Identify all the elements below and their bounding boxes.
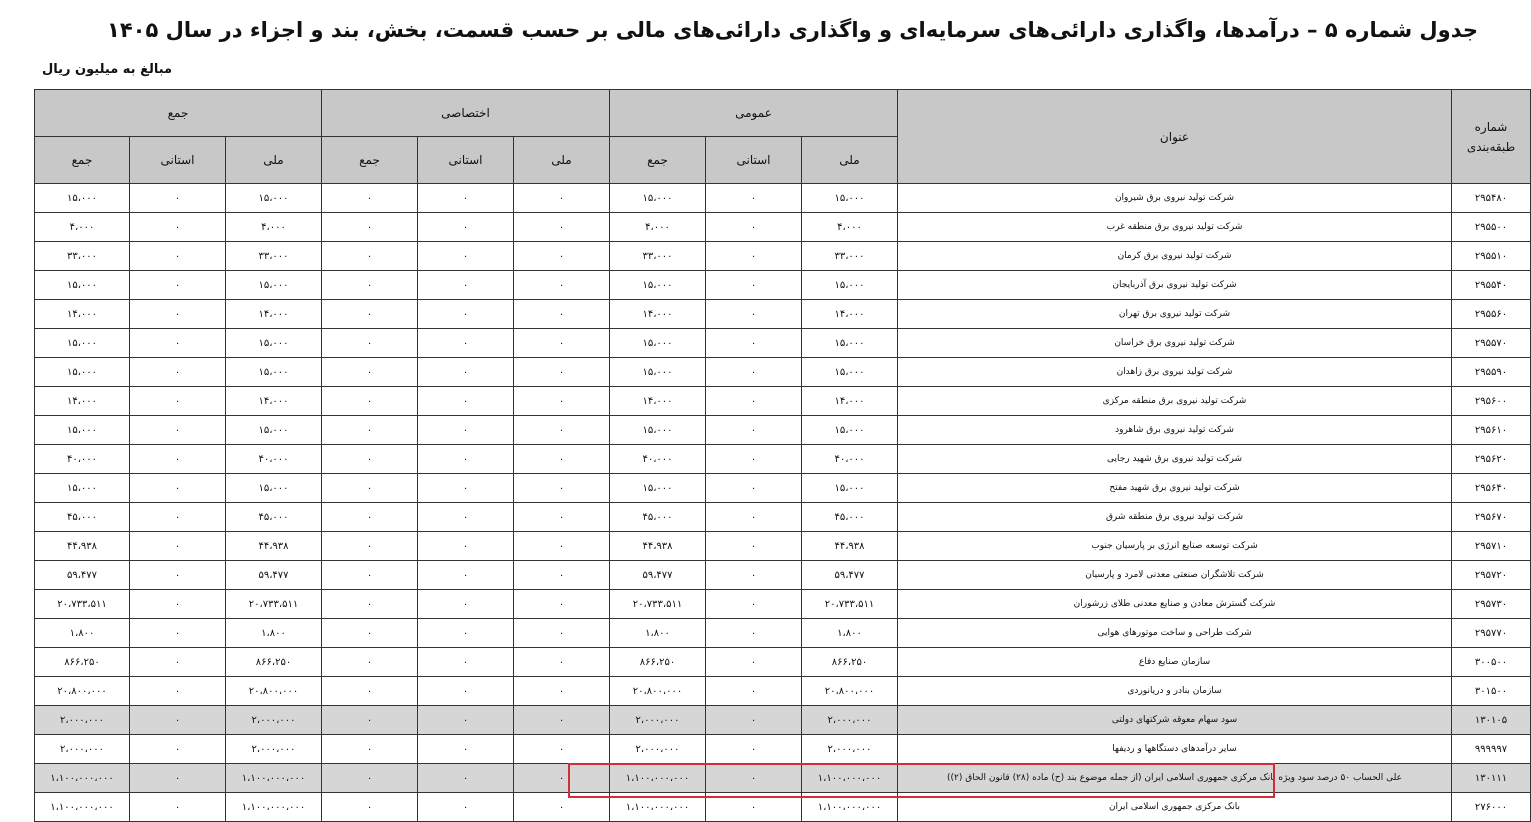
row-code: ۲۹۵۵۷۰ xyxy=(1452,329,1531,358)
cell-special-national: ۰ xyxy=(514,735,610,764)
cell-special-sum: ۰ xyxy=(322,619,418,648)
cell-public-national: ۱۵،۰۰۰ xyxy=(802,474,898,503)
cell-total-sum: ۱۵،۰۰۰ xyxy=(35,416,130,445)
cell-public-provincial: ۰ xyxy=(706,271,802,300)
cell-total-provincial: ۰ xyxy=(130,445,226,474)
cell-total-provincial: ۰ xyxy=(130,474,226,503)
cell-total-sum: ۱۵،۰۰۰ xyxy=(35,184,130,213)
cell-public-national: ۱۵،۰۰۰ xyxy=(802,184,898,213)
cell-public-provincial: ۰ xyxy=(706,706,802,735)
table-row xyxy=(35,648,1531,677)
cell-special-sum: ۰ xyxy=(322,358,418,387)
cell-special-sum: ۰ xyxy=(322,764,418,793)
cell-total-sum: ۴۴،۹۳۸ xyxy=(35,532,130,561)
cell-special-provincial: ۰ xyxy=(418,648,514,677)
cell-total-sum: ۵۹،۴۷۷ xyxy=(35,561,130,590)
cell-special-provincial: ۰ xyxy=(418,706,514,735)
cell-special-sum: ۰ xyxy=(322,184,418,213)
cell-total-national: ۴،۰۰۰ xyxy=(226,213,322,242)
cell-public-sum: ۱،۱۰۰،۰۰۰،۰۰۰ xyxy=(610,793,706,822)
cell-public-provincial: ۰ xyxy=(706,532,802,561)
cell-total-national: ۱۵،۰۰۰ xyxy=(226,358,322,387)
cell-special-provincial: ۰ xyxy=(418,213,514,242)
cell-special-provincial: ۰ xyxy=(418,503,514,532)
header-public-national: ملی xyxy=(802,137,898,184)
cell-total-sum: ۳۳،۰۰۰ xyxy=(35,242,130,271)
row-code: ۲۹۵۶۲۰ xyxy=(1452,445,1531,474)
cell-special-provincial: ۰ xyxy=(418,300,514,329)
cell-total-sum: ۲۰،۷۳۳،۵۱۱ xyxy=(35,590,130,619)
table-row xyxy=(35,793,1531,822)
cell-special-sum: ۰ xyxy=(322,416,418,445)
table-row xyxy=(35,445,1531,474)
cell-public-sum: ۲،۰۰۰،۰۰۰ xyxy=(610,706,706,735)
table-row xyxy=(35,213,1531,242)
cell-public-provincial: ۰ xyxy=(706,503,802,532)
table-row xyxy=(35,184,1531,213)
row-code: ۲۹۵۶۱۰ xyxy=(1452,416,1531,445)
row-title: شرکت گسترش معادن و صنایع معدنی طلای زرشوران xyxy=(898,590,1452,619)
cell-special-national: ۰ xyxy=(514,358,610,387)
cell-total-national: ۴۵،۰۰۰ xyxy=(226,503,322,532)
cell-public-sum: ۱،۱۰۰،۰۰۰،۰۰۰ xyxy=(610,764,706,793)
cell-special-provincial: ۰ xyxy=(418,532,514,561)
cell-public-provincial: ۰ xyxy=(706,793,802,822)
cell-public-national: ۸۶۶،۲۵۰ xyxy=(802,648,898,677)
table-row xyxy=(35,387,1531,416)
cell-total-national: ۱،۱۰۰،۰۰۰،۰۰۰ xyxy=(226,764,322,793)
row-code: ۱۳۰۱۱۱ xyxy=(1452,764,1531,793)
row-title: شرکت تولید نیروی برق آذربایجان xyxy=(898,271,1452,300)
cell-total-national: ۱۵،۰۰۰ xyxy=(226,271,322,300)
header-public-sum: جمع xyxy=(610,137,706,184)
cell-special-national: ۰ xyxy=(514,300,610,329)
cell-public-national: ۱،۱۰۰،۰۰۰،۰۰۰ xyxy=(802,793,898,822)
cell-special-sum: ۰ xyxy=(322,329,418,358)
cell-public-provincial: ۰ xyxy=(706,358,802,387)
cell-special-national: ۰ xyxy=(514,503,610,532)
cell-total-provincial: ۰ xyxy=(130,706,226,735)
cell-public-provincial: ۰ xyxy=(706,474,802,503)
cell-total-provincial: ۰ xyxy=(130,764,226,793)
cell-public-sum: ۲،۰۰۰،۰۰۰ xyxy=(610,735,706,764)
table-row xyxy=(35,329,1531,358)
row-title: شرکت تولید نیروی برق شهید مفتح xyxy=(898,474,1452,503)
cell-special-provincial: ۰ xyxy=(418,793,514,822)
cell-public-provincial: ۰ xyxy=(706,764,802,793)
row-title: شرکت تولید نیروی برق منطقه غرب xyxy=(898,213,1452,242)
cell-special-sum: ۰ xyxy=(322,503,418,532)
cell-special-provincial: ۰ xyxy=(418,561,514,590)
cell-public-national: ۴۰،۰۰۰ xyxy=(802,445,898,474)
cell-special-provincial: ۰ xyxy=(418,329,514,358)
row-title: شرکت تولید نیروی برق منطقه مرکزی xyxy=(898,387,1452,416)
cell-total-national: ۱،۸۰۰ xyxy=(226,619,322,648)
row-title: شرکت تولید نیروی برق زاهدان xyxy=(898,358,1452,387)
header-special-provincial: استانی xyxy=(418,137,514,184)
row-code: ۲۹۵۴۸۰ xyxy=(1452,184,1531,213)
cell-public-provincial: ۰ xyxy=(706,561,802,590)
row-title: شرکت تولید نیروی برق کرمان xyxy=(898,242,1452,271)
cell-special-national: ۰ xyxy=(514,184,610,213)
cell-special-national: ۰ xyxy=(514,793,610,822)
cell-public-national: ۲۰،۷۳۳،۵۱۱ xyxy=(802,590,898,619)
cell-public-provincial: ۰ xyxy=(706,590,802,619)
cell-public-sum: ۱۵،۰۰۰ xyxy=(610,474,706,503)
cell-total-sum: ۲۰،۸۰۰،۰۰۰ xyxy=(35,677,130,706)
cell-total-sum: ۴۰،۰۰۰ xyxy=(35,445,130,474)
cell-public-sum: ۱،۸۰۰ xyxy=(610,619,706,648)
table-row xyxy=(35,242,1531,271)
row-title: شرکت تلاشگران صنعتی معدنی لامرد و پارسیان xyxy=(898,561,1452,590)
header-subject: عنوان xyxy=(898,90,1452,184)
row-code: ۱۳۰۱۰۵ xyxy=(1452,706,1531,735)
header-code: شماره طبقه‌بندی xyxy=(1452,90,1531,184)
row-code: ۲۹۵۵۹۰ xyxy=(1452,358,1531,387)
cell-special-national: ۰ xyxy=(514,561,610,590)
cell-total-sum: ۲،۰۰۰،۰۰۰ xyxy=(35,735,130,764)
row-code: ۲۹۵۵۰۰ xyxy=(1452,213,1531,242)
row-title: شرکت تولید نیروی برق تهران xyxy=(898,300,1452,329)
cell-total-national: ۳۳،۰۰۰ xyxy=(226,242,322,271)
cell-special-national: ۰ xyxy=(514,474,610,503)
cell-total-national: ۵۹،۴۷۷ xyxy=(226,561,322,590)
cell-total-provincial: ۰ xyxy=(130,300,226,329)
cell-public-national: ۵۹،۴۷۷ xyxy=(802,561,898,590)
cell-public-national: ۱۵،۰۰۰ xyxy=(802,271,898,300)
header-special-sum: جمع xyxy=(322,137,418,184)
row-title: شرکت تولید نیروی برق شهید رجایی xyxy=(898,445,1452,474)
cell-public-national: ۱،۸۰۰ xyxy=(802,619,898,648)
cell-special-provincial: ۰ xyxy=(418,590,514,619)
cell-special-sum: ۰ xyxy=(322,474,418,503)
cell-public-national: ۱۵،۰۰۰ xyxy=(802,329,898,358)
cell-public-provincial: ۰ xyxy=(706,213,802,242)
row-code: ۲۹۵۷۳۰ xyxy=(1452,590,1531,619)
row-title: شرکت تولید نیروی برق منطقه شرق xyxy=(898,503,1452,532)
cell-special-sum: ۰ xyxy=(322,387,418,416)
cell-special-sum: ۰ xyxy=(322,300,418,329)
table-row xyxy=(35,735,1531,764)
cell-total-national: ۴۰،۰۰۰ xyxy=(226,445,322,474)
row-code: ۲۹۵۶۷۰ xyxy=(1452,503,1531,532)
cell-total-sum: ۱،۱۰۰،۰۰۰،۰۰۰ xyxy=(35,764,130,793)
row-code: ۲۹۵۵۴۰ xyxy=(1452,271,1531,300)
row-code: ۹۹۹۹۹۷ xyxy=(1452,735,1531,764)
cell-public-sum: ۱۵،۰۰۰ xyxy=(610,184,706,213)
cell-special-sum: ۰ xyxy=(322,793,418,822)
row-title: شرکت طراحی و ساخت موتورهای هوایی xyxy=(898,619,1452,648)
cell-special-provincial: ۰ xyxy=(418,445,514,474)
cell-special-sum: ۰ xyxy=(322,271,418,300)
cell-special-provincial: ۰ xyxy=(418,184,514,213)
unit-note: مبالغ به میلیون ریال xyxy=(42,62,173,77)
cell-special-sum: ۰ xyxy=(322,590,418,619)
cell-total-national: ۲۰،۷۳۳،۵۱۱ xyxy=(226,590,322,619)
cell-total-sum: ۸۶۶،۲۵۰ xyxy=(35,648,130,677)
cell-public-provincial: ۰ xyxy=(706,329,802,358)
cell-total-provincial: ۰ xyxy=(130,271,226,300)
cell-special-sum: ۰ xyxy=(322,677,418,706)
cell-public-provincial: ۰ xyxy=(706,242,802,271)
cell-public-sum: ۱۵،۰۰۰ xyxy=(610,271,706,300)
cell-total-provincial: ۰ xyxy=(130,184,226,213)
cell-special-provincial: ۰ xyxy=(418,387,514,416)
row-code: ۳۰۰۵۰۰ xyxy=(1452,648,1531,677)
cell-public-national: ۲۰،۸۰۰،۰۰۰ xyxy=(802,677,898,706)
cell-public-sum: ۴۴،۹۳۸ xyxy=(610,532,706,561)
cell-total-provincial: ۰ xyxy=(130,532,226,561)
cell-public-national: ۱۴،۰۰۰ xyxy=(802,387,898,416)
cell-special-provincial: ۰ xyxy=(418,271,514,300)
row-title: سازمان صنایع دفاع xyxy=(898,648,1452,677)
cell-total-provincial: ۰ xyxy=(130,619,226,648)
cell-public-national: ۱۵،۰۰۰ xyxy=(802,358,898,387)
header-group-public: عمومی xyxy=(610,90,898,137)
cell-total-national: ۱۴،۰۰۰ xyxy=(226,387,322,416)
header-public-provincial: استانی xyxy=(706,137,802,184)
cell-public-provincial: ۰ xyxy=(706,619,802,648)
cell-special-national: ۰ xyxy=(514,648,610,677)
cell-public-provincial: ۰ xyxy=(706,300,802,329)
cell-special-national: ۰ xyxy=(514,532,610,561)
cell-total-provincial: ۰ xyxy=(130,387,226,416)
header-special-national: ملی xyxy=(514,137,610,184)
cell-special-national: ۰ xyxy=(514,242,610,271)
cell-special-national: ۰ xyxy=(514,271,610,300)
table-row xyxy=(35,590,1531,619)
cell-public-provincial: ۰ xyxy=(706,677,802,706)
table-row xyxy=(35,764,1531,793)
cell-special-national: ۰ xyxy=(514,213,610,242)
cell-special-national: ۰ xyxy=(514,445,610,474)
row-title: سایر درآمدهای دستگاهها و ردیفها xyxy=(898,735,1452,764)
cell-public-sum: ۱۵،۰۰۰ xyxy=(610,329,706,358)
table-row xyxy=(35,358,1531,387)
cell-public-sum: ۴۰،۰۰۰ xyxy=(610,445,706,474)
cell-total-provincial: ۰ xyxy=(130,503,226,532)
cell-total-national: ۱۴،۰۰۰ xyxy=(226,300,322,329)
cell-total-sum: ۱،۱۰۰،۰۰۰،۰۰۰ xyxy=(35,793,130,822)
cell-total-national: ۲،۰۰۰،۰۰۰ xyxy=(226,706,322,735)
row-title: سود سهام معوقه شرکتهای دولتی xyxy=(898,706,1452,735)
data-table-container xyxy=(35,89,1531,822)
table-row xyxy=(35,561,1531,590)
row-code: ۲۹۵۷۱۰ xyxy=(1452,532,1531,561)
data-table xyxy=(34,89,1531,822)
cell-special-national: ۰ xyxy=(514,619,610,648)
cell-total-national: ۱۵،۰۰۰ xyxy=(226,416,322,445)
cell-total-provincial: ۰ xyxy=(130,793,226,822)
table-row xyxy=(35,271,1531,300)
table-row xyxy=(35,416,1531,445)
row-code: ۲۹۵۶۴۰ xyxy=(1452,474,1531,503)
table-row xyxy=(35,474,1531,503)
cell-special-national: ۰ xyxy=(514,329,610,358)
cell-special-national: ۰ xyxy=(514,590,610,619)
cell-total-sum: ۱،۸۰۰ xyxy=(35,619,130,648)
row-title: بانک مرکزی جمهوری اسلامی ایران xyxy=(898,793,1452,822)
cell-public-sum: ۱۵،۰۰۰ xyxy=(610,358,706,387)
cell-public-sum: ۸۶۶،۲۵۰ xyxy=(610,648,706,677)
cell-special-provincial: ۰ xyxy=(418,619,514,648)
cell-total-provincial: ۰ xyxy=(130,242,226,271)
row-title: شرکت تولید نیروی برق شاهرود xyxy=(898,416,1452,445)
cell-total-national: ۱۵،۰۰۰ xyxy=(226,474,322,503)
header-total-national: ملی xyxy=(226,137,322,184)
cell-public-sum: ۱۴،۰۰۰ xyxy=(610,387,706,416)
cell-public-national: ۳۳،۰۰۰ xyxy=(802,242,898,271)
cell-total-sum: ۱۴،۰۰۰ xyxy=(35,300,130,329)
row-title: سازمان بنادر و دریانوردی xyxy=(898,677,1452,706)
cell-special-national: ۰ xyxy=(514,764,610,793)
cell-total-national: ۲،۰۰۰،۰۰۰ xyxy=(226,735,322,764)
cell-public-sum: ۱۴،۰۰۰ xyxy=(610,300,706,329)
row-code: ۲۹۵۷۲۰ xyxy=(1452,561,1531,590)
cell-special-national: ۰ xyxy=(514,706,610,735)
cell-public-provincial: ۰ xyxy=(706,648,802,677)
header-total-provincial: استانی xyxy=(130,137,226,184)
cell-total-national: ۴۴،۹۳۸ xyxy=(226,532,322,561)
cell-total-national: ۱،۱۰۰،۰۰۰،۰۰۰ xyxy=(226,793,322,822)
row-code: ۳۰۱۵۰۰ xyxy=(1452,677,1531,706)
table-body xyxy=(35,184,1531,822)
cell-special-sum: ۰ xyxy=(322,648,418,677)
cell-public-provincial: ۰ xyxy=(706,445,802,474)
row-code: ۲۹۵۷۷۰ xyxy=(1452,619,1531,648)
cell-total-provincial: ۰ xyxy=(130,735,226,764)
cell-total-provincial: ۰ xyxy=(130,648,226,677)
header-row-groups xyxy=(35,90,1531,137)
cell-total-provincial: ۰ xyxy=(130,358,226,387)
cell-total-provincial: ۰ xyxy=(130,416,226,445)
cell-public-national: ۱،۱۰۰،۰۰۰،۰۰۰ xyxy=(802,764,898,793)
cell-special-provincial: ۰ xyxy=(418,764,514,793)
table-row xyxy=(35,706,1531,735)
cell-total-national: ۱۵،۰۰۰ xyxy=(226,329,322,358)
header-group-total: جمع xyxy=(35,90,322,137)
table-row xyxy=(35,619,1531,648)
cell-total-sum: ۱۴،۰۰۰ xyxy=(35,387,130,416)
cell-special-national: ۰ xyxy=(514,387,610,416)
cell-public-national: ۲،۰۰۰،۰۰۰ xyxy=(802,735,898,764)
row-title: شرکت توسعه صنایع انرژی بر پارسیان جنوب xyxy=(898,532,1452,561)
cell-total-national: ۲۰،۸۰۰،۰۰۰ xyxy=(226,677,322,706)
header-total-sum: جمع xyxy=(35,137,130,184)
table-row xyxy=(35,300,1531,329)
cell-special-provincial: ۰ xyxy=(418,416,514,445)
cell-special-sum: ۰ xyxy=(322,242,418,271)
cell-public-national: ۴۴،۹۳۸ xyxy=(802,532,898,561)
cell-special-provincial: ۰ xyxy=(418,474,514,503)
table-row xyxy=(35,677,1531,706)
cell-total-sum: ۱۵،۰۰۰ xyxy=(35,474,130,503)
cell-total-provincial: ۰ xyxy=(130,677,226,706)
cell-special-provincial: ۰ xyxy=(418,358,514,387)
cell-total-sum: ۱۵،۰۰۰ xyxy=(35,358,130,387)
cell-special-sum: ۰ xyxy=(322,561,418,590)
row-title: شرکت تولید نیروی برق خراسان xyxy=(898,329,1452,358)
cell-total-national: ۱۵،۰۰۰ xyxy=(226,184,322,213)
table-row xyxy=(35,503,1531,532)
cell-special-national: ۰ xyxy=(514,677,610,706)
cell-public-national: ۲،۰۰۰،۰۰۰ xyxy=(802,706,898,735)
cell-total-sum: ۱۵،۰۰۰ xyxy=(35,329,130,358)
cell-special-provincial: ۰ xyxy=(418,242,514,271)
cell-public-sum: ۴۵،۰۰۰ xyxy=(610,503,706,532)
cell-public-national: ۱۴،۰۰۰ xyxy=(802,300,898,329)
cell-public-provincial: ۰ xyxy=(706,735,802,764)
header-group-special: اختصاصی xyxy=(322,90,610,137)
cell-public-provincial: ۰ xyxy=(706,416,802,445)
cell-total-provincial: ۰ xyxy=(130,590,226,619)
cell-total-sum: ۲،۰۰۰،۰۰۰ xyxy=(35,706,130,735)
cell-public-sum: ۳۳،۰۰۰ xyxy=(610,242,706,271)
cell-special-sum: ۰ xyxy=(322,706,418,735)
cell-total-sum: ۱۵،۰۰۰ xyxy=(35,271,130,300)
row-code: ۲۹۵۵۶۰ xyxy=(1452,300,1531,329)
row-title: علی الحساب ۵۰ درصد سود ویژه بانک مرکزی جمهوری اسلامی ایران (از جمله موضوع بند (ح) ماده (۲۸) قانون الحاق (۲)) xyxy=(898,764,1452,793)
cell-total-sum: ۴،۰۰۰ xyxy=(35,213,130,242)
cell-total-provincial: ۰ xyxy=(130,329,226,358)
cell-total-sum: ۴۵،۰۰۰ xyxy=(35,503,130,532)
cell-public-national: ۴۵،۰۰۰ xyxy=(802,503,898,532)
cell-special-provincial: ۰ xyxy=(418,677,514,706)
cell-public-national: ۴،۰۰۰ xyxy=(802,213,898,242)
cell-public-sum: ۲۰،۸۰۰،۰۰۰ xyxy=(610,677,706,706)
cell-public-sum: ۴،۰۰۰ xyxy=(610,213,706,242)
cell-public-provincial: ۰ xyxy=(706,387,802,416)
cell-total-provincial: ۰ xyxy=(130,561,226,590)
cell-public-sum: ۱۵،۰۰۰ xyxy=(610,416,706,445)
cell-total-national: ۸۶۶،۲۵۰ xyxy=(226,648,322,677)
cell-special-sum: ۰ xyxy=(322,445,418,474)
cell-special-sum: ۰ xyxy=(322,213,418,242)
row-code: ۲۹۵۵۱۰ xyxy=(1452,242,1531,271)
cell-total-provincial: ۰ xyxy=(130,213,226,242)
row-code: ۲۹۵۶۰۰ xyxy=(1452,387,1531,416)
cell-special-sum: ۰ xyxy=(322,735,418,764)
cell-special-provincial: ۰ xyxy=(418,735,514,764)
cell-public-sum: ۲۰،۷۳۳،۵۱۱ xyxy=(610,590,706,619)
row-title: شرکت تولید نیروی برق شیروان xyxy=(898,184,1452,213)
table-row xyxy=(35,532,1531,561)
cell-public-national: ۱۵،۰۰۰ xyxy=(802,416,898,445)
cell-special-sum: ۰ xyxy=(322,532,418,561)
cell-public-provincial: ۰ xyxy=(706,184,802,213)
cell-special-national: ۰ xyxy=(514,416,610,445)
row-code: ۲۷۶۰۰۰ xyxy=(1452,793,1531,822)
cell-public-sum: ۵۹،۴۷۷ xyxy=(610,561,706,590)
page-title: جدول شماره ۵ – درآمدها، واگذاری دارائی‌های سرمایه‌ای و واگذاری دارائی‌های مالی بر حسب قسمت، بخش، بند و اجزاء در سال ۱۴۰۵ xyxy=(107,18,1478,42)
